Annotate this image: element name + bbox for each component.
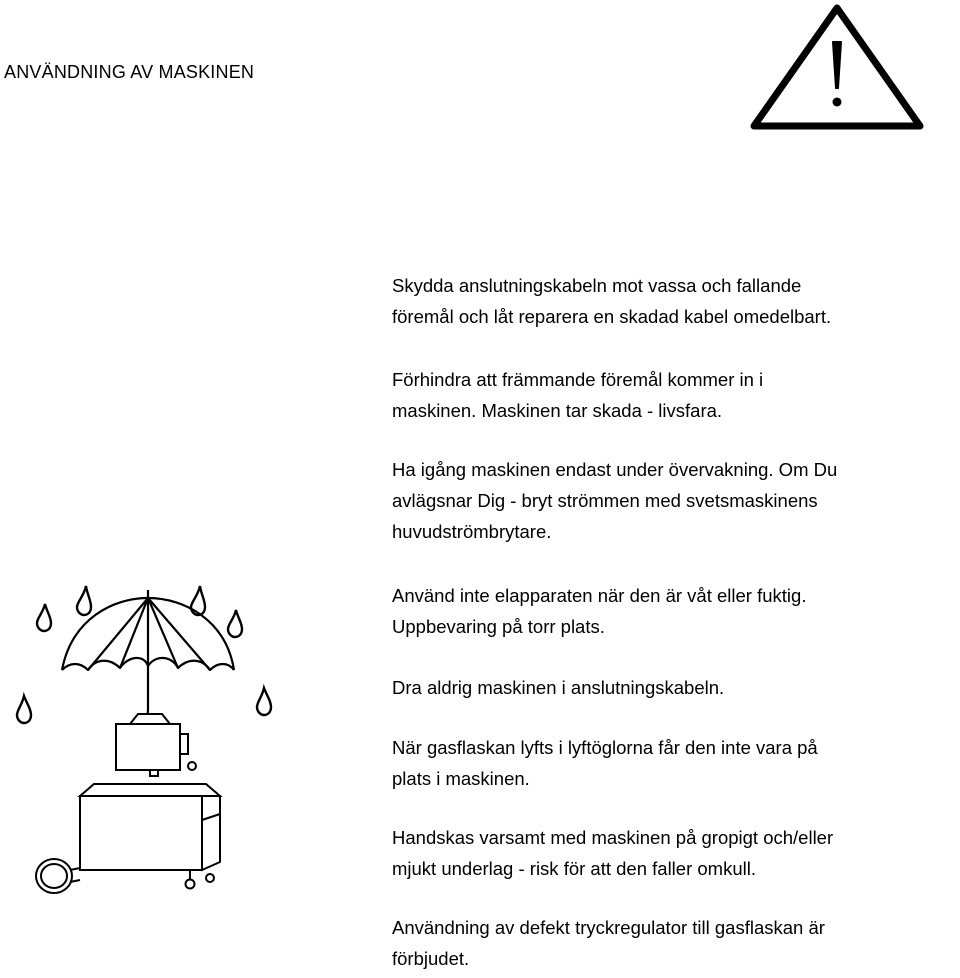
instruction-line: Uppbevaring på torr plats. — [392, 616, 605, 637]
instruction-item — [392, 672, 960, 703]
instruction-line: Handskas varsamt med maskinen på gropigt och/eller — [392, 827, 834, 848]
instruction-item — [392, 580, 960, 642]
instruction-line: Förhindra att främmande föremål kommer in i — [392, 369, 764, 390]
instruction-line: plats i maskinen. — [392, 768, 530, 789]
instruction-line: När gasflaskan lyfts i lyftöglorna får den inte vara på — [392, 737, 818, 758]
instruction-line: Ha igång maskinen endast under övervakning. Om Du — [392, 459, 838, 480]
welding-unit-icon — [116, 714, 196, 776]
instruction-item — [392, 732, 960, 794]
umbrella-icon — [62, 590, 234, 717]
instruction-line: maskinen. Maskinen tar skada - livsfara. — [392, 400, 723, 421]
raindrop-icon — [257, 688, 271, 715]
warning-triangle-icon — [748, 2, 926, 132]
wheel-icon — [36, 859, 80, 893]
instruction-line: förbjudet. — [392, 948, 470, 969]
instruction-line: avlägsnar Dig - bryt strömmen med svetsmaskinens — [392, 490, 818, 511]
instruction-item — [392, 822, 960, 884]
machine-under-umbrella-illustration — [14, 578, 284, 900]
instruction-line: Skydda anslutningskabeln mot vassa och fallande — [392, 275, 802, 296]
instruction-item — [392, 454, 960, 547]
raindrop-icon — [77, 586, 91, 615]
instruction-item — [392, 364, 960, 426]
instruction-line: föremål och låt reparera en skadad kabel omedelbart. — [392, 306, 832, 327]
raindrop-icon — [37, 604, 51, 631]
raindrop-icon — [17, 696, 31, 723]
instruction-line: huvudströmbrytare. — [392, 521, 552, 542]
instruction-line: Använd inte elapparaten när den är våt eller fuktig. — [392, 585, 807, 606]
instruction-item — [392, 912, 960, 974]
instruction-item — [392, 270, 960, 332]
raindrop-icon — [228, 610, 242, 637]
instruction-line: Användning av defekt tryckregulator till gasflaskan är — [392, 917, 825, 938]
machine-cabinet-icon — [80, 784, 220, 889]
page-title: ANVÄNDNING AV MASKINEN — [4, 62, 255, 82]
instruction-line: Dra aldrig maskinen i anslutningskabeln. — [392, 677, 725, 698]
instruction-line: mjukt underlag - risk för att den faller omkull. — [392, 858, 756, 879]
